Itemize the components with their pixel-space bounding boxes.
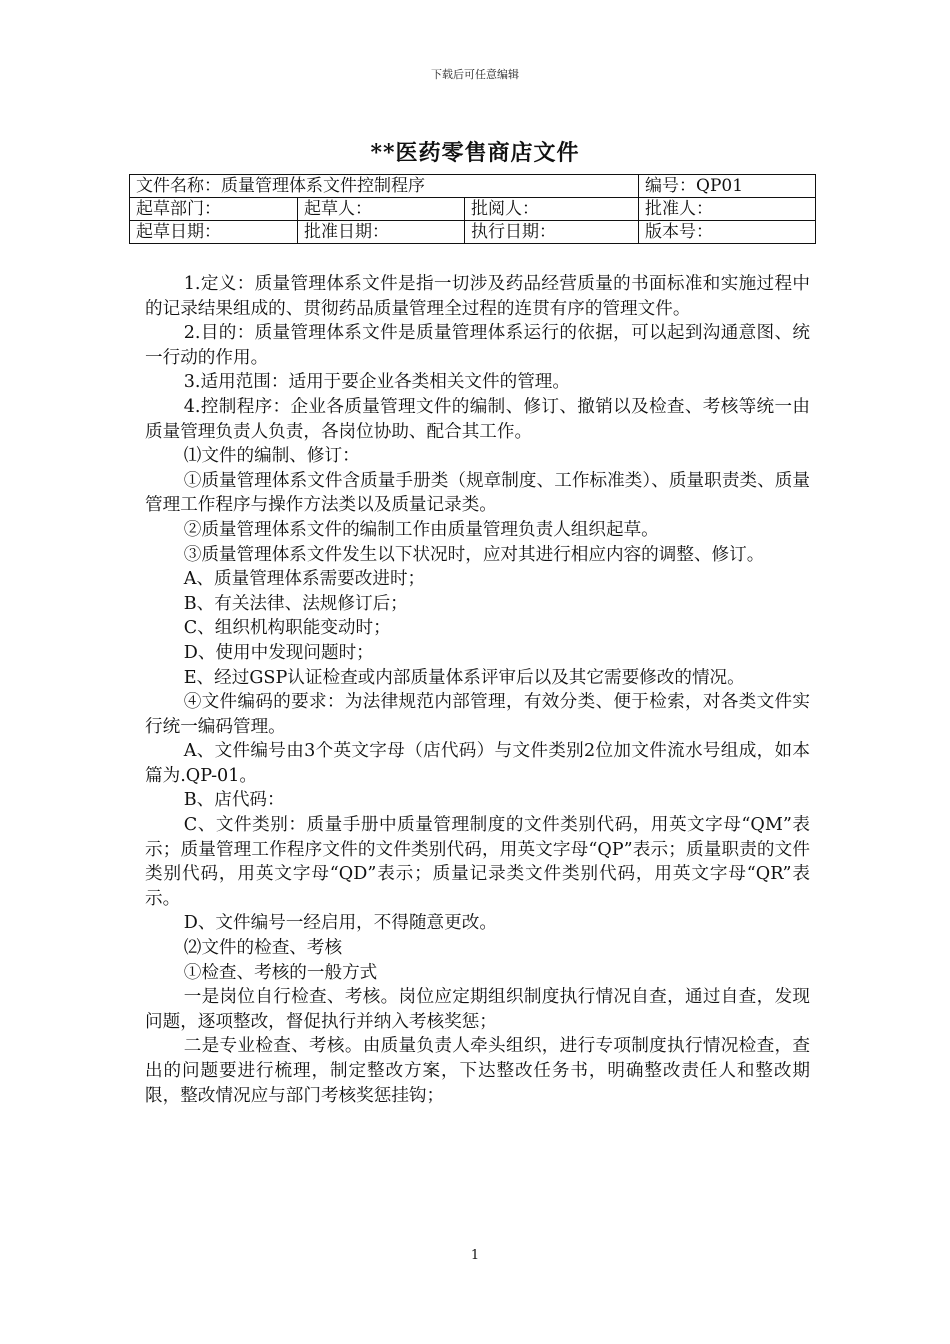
draft-date-cell: 起草日期：: [130, 221, 298, 244]
file-name-cell: 文件名称：质量管理体系文件控制程序: [130, 175, 639, 198]
paragraph: D、使用中发现问题时；: [183, 642, 374, 663]
paragraph: ⑵文件的检查、考核: [183, 938, 343, 959]
table-row: [130, 175, 816, 198]
paragraph: ②质量管理体系文件的编制工作由质量管理负责人组织起草。: [183, 519, 659, 540]
exec-date-cell: 执行日期：: [465, 221, 639, 244]
paragraph: A、质量管理体系需要改进时；: [183, 569, 426, 590]
paragraph: ①检查、考核的一般方式: [183, 962, 378, 983]
document-body: [145, 272, 810, 1108]
paragraph: B、有关法律、法规修订后；: [183, 593, 408, 614]
file-code-cell: 编号：QP01: [639, 175, 816, 198]
paragraph: 3.适用范围：适用于要企业各类相关文件的管理。: [183, 372, 570, 393]
table-row: [130, 221, 816, 244]
drafting-dept-cell: 起草部门：: [130, 198, 298, 221]
paragraph: 1.定义：质量管理体系文件是指一切涉及药品经营质量的书面标准和实施过程中的记录结果组成的、贯彻药品质量管理全过程的连贯有序的管理文件。: [145, 274, 810, 319]
approver-cell: 批准人：: [639, 198, 816, 221]
paragraph: 二是专业检查、考核。由质量负责人牵头组织，进行专项制度执行情况检查，查出的问题要进行梳理，制定整改方案，下达整改任务书，明确整改责任人和整改期限，整改情况应与部门考核奖惩挂钩；: [145, 1036, 810, 1106]
paragraph: D、文件编号一经启用，不得随意更改。: [183, 913, 497, 934]
document-title: **医药零售商店文件: [370, 140, 580, 166]
page-number: 1: [470, 1248, 480, 1263]
paragraph: ④文件编码的要求：为法律规范内部管理，有效分类、便于检索，对各类文件实行统一编码管理。: [145, 692, 810, 737]
paragraph: C、组织机构职能变动时；: [183, 618, 391, 639]
paragraph: E、经过GSP认证检查或内部质量体系评审后以及其它需要修改的情况。: [183, 667, 745, 688]
document-info-table: [129, 174, 816, 244]
paragraph: ⑴文件的编制、修订：: [183, 446, 360, 467]
paragraph: ③质量管理体系文件发生以下状况时，应对其进行相应内容的调整、修订。: [183, 544, 765, 565]
paragraph: B、店代码：: [183, 790, 285, 811]
paragraph: 4.控制程序：企业各质量管理文件的编制、修订、撤销以及检查、考核等统一由质量管理负责人负责，各岗位协助、配合其工作。: [145, 396, 810, 442]
header-note: 下载后可任意编辑: [431, 68, 519, 81]
paragraph: 一是岗位自行检查、考核。岗位应定期组织制度执行情况自查，通过自查，发现问题，逐项整改，督促执行并纳入考核奖惩；: [145, 987, 810, 1032]
approve-date-cell: 批准日期：: [298, 221, 465, 244]
drafter-cell: 起草人：: [298, 198, 465, 221]
paragraph: 2.目的：质量管理体系文件是质量管理体系运行的依据，可以起到沟通意图、统一行动的作用。: [145, 323, 810, 368]
paragraph: C、文件类别：质量手册中质量管理制度的文件类别代码，用英文字母“QM”表示；质量管理工作程序文件的文件类别代码，用英文字母“QP”表示；质量职责的文件类别代码，用英文字母“QD”表示；质量记录类文件类别代码，用英文字母“QR”表示。: [145, 815, 810, 909]
reviewer-cell: 批阅人：: [465, 198, 639, 221]
paragraph: A、文件编号由3个英文字母（店代码）与文件类别2位加文件流水号组成，如本篇为.QP-01。: [145, 741, 810, 786]
version-cell: 版本号：: [639, 221, 816, 244]
paragraph: ①质量管理体系文件含质量手册类（规章制度、工作标准类）、质量职责类、质量管理工作程序与操作方法类以及质量记录类。: [145, 470, 810, 516]
table-row: [130, 198, 816, 221]
